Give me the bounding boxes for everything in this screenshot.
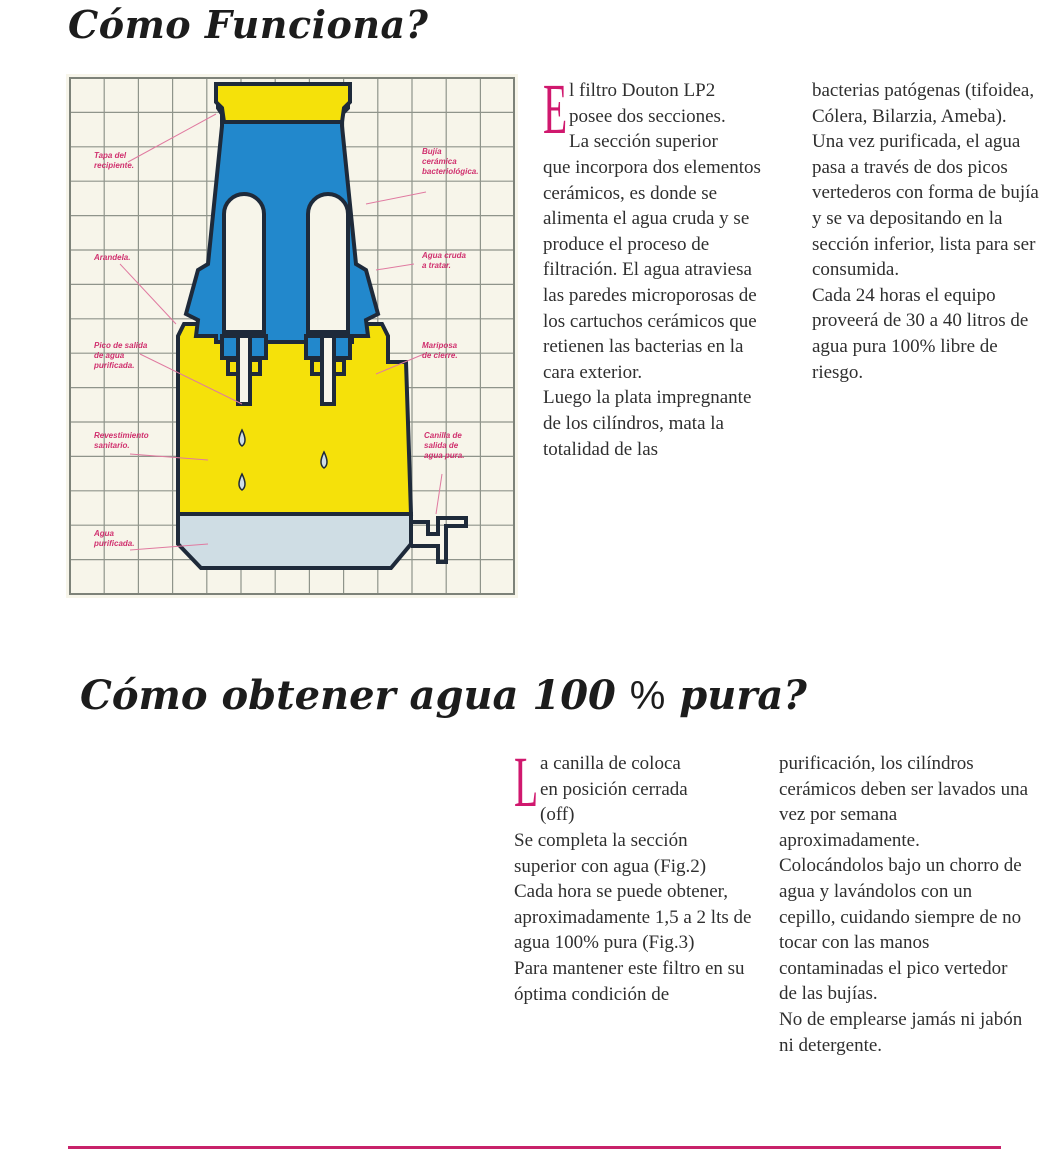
- intro-paragraph: [543, 69, 773, 155]
- paragraph: bacterias patógenas (tifoidea, Cólera, Bilarzia, Ameba).: [812, 80, 1035, 127]
- bottom-divider: [68, 1146, 1001, 1149]
- section-title-como-funciona: Cómo Funciona?: [68, 2, 429, 47]
- paragraph: Luego la plata impregnante de los cilíndros, mata la totalidad de las: [543, 387, 752, 460]
- text-column-4: [779, 751, 1029, 1058]
- lead-line: (off): [540, 804, 575, 826]
- ceramic-candle-right: [308, 194, 348, 332]
- drop-cap: E: [543, 69, 568, 149]
- label-pico: Pico de salida de agua purificada.: [94, 341, 148, 370]
- intro-paragraph: [514, 742, 754, 828]
- label-agua-cruda: Agua cruda a tratar.: [422, 251, 467, 270]
- paragraph: Cada 24 horas el equipo proveerá de 30 a 40 litros de agua pura 100% libre de riesgo.: [812, 284, 1029, 383]
- title-part: pura?: [665, 672, 807, 719]
- lead-line: posee dos secciones.: [569, 105, 726, 127]
- ceramic-candle-left: [224, 194, 264, 332]
- label-agua-purificada: Agua purificada.: [94, 529, 135, 548]
- drop-cap: L: [514, 742, 539, 822]
- lead-line: en posición cerrada: [540, 778, 688, 800]
- paragraph: Colocándolos bajo un chorro de agua y lavándolos con un cepillo, cuidando siempre de no tocar con las manos contaminadas el pico vertedor de las bujías.: [779, 855, 1022, 1005]
- text-column-1: [543, 69, 773, 462]
- label-mariposa: Mariposa de cierre.: [422, 341, 458, 360]
- filter-diagram: [66, 74, 518, 598]
- lead-line: La sección superior: [569, 131, 718, 153]
- title-part: Cómo obtener agua 100: [80, 672, 630, 719]
- paragraph: Se completa la sección superior con agua (Fig.2): [514, 830, 707, 877]
- label-revestimiento: Revestimiento sanitario.: [94, 431, 149, 450]
- paragraph: No de emplearse jamás ni jabón ni detergente.: [779, 1008, 1023, 1056]
- label-canilla: Canilla de salida de agua pura.: [424, 431, 465, 460]
- label-tapa: Tapa del recipiente.: [94, 151, 135, 170]
- paragraph: Una vez purificada, el agua pasa a través de dos picos vertederos con forma de bujía y se va depositando en la sección inferior, lista para ser consumida.: [812, 131, 1039, 281]
- paragraph: purificación, los cilíndros cerámicos deben ser lavados una vez por semana aproximadamente.: [779, 753, 1029, 851]
- label-arandela: Arandela.: [94, 253, 131, 262]
- lead-line: a canilla de coloca: [540, 753, 681, 774]
- lead-line: l filtro Douton LP2: [569, 80, 716, 101]
- label-bujia: Bujía cerámica bacteriológica.: [422, 147, 479, 176]
- percent-sign: %: [629, 674, 666, 718]
- lower-section: [178, 324, 411, 514]
- paragraph: que incorpora dos elementos cerámicos, es donde se alimenta el agua cruda y se produce el proceso de filtración. El agua atraviesa las paredes microporosas de los cartuchos cerámicos que retienen las bacterias en la cara exterior.: [543, 157, 761, 383]
- paragraph: Para mantener este filtro en su óptima condición de: [514, 957, 745, 1005]
- text-column-3: [514, 742, 754, 1007]
- lid: [216, 84, 350, 122]
- purified-water-area: [178, 514, 411, 568]
- paragraph: Cada hora se puede obtener, aproximadamente 1,5 a 2 lts de agua 100% pura (Fig.3): [514, 881, 752, 954]
- text-column-2: [812, 78, 1052, 385]
- section-title-agua-pura: [80, 672, 807, 719]
